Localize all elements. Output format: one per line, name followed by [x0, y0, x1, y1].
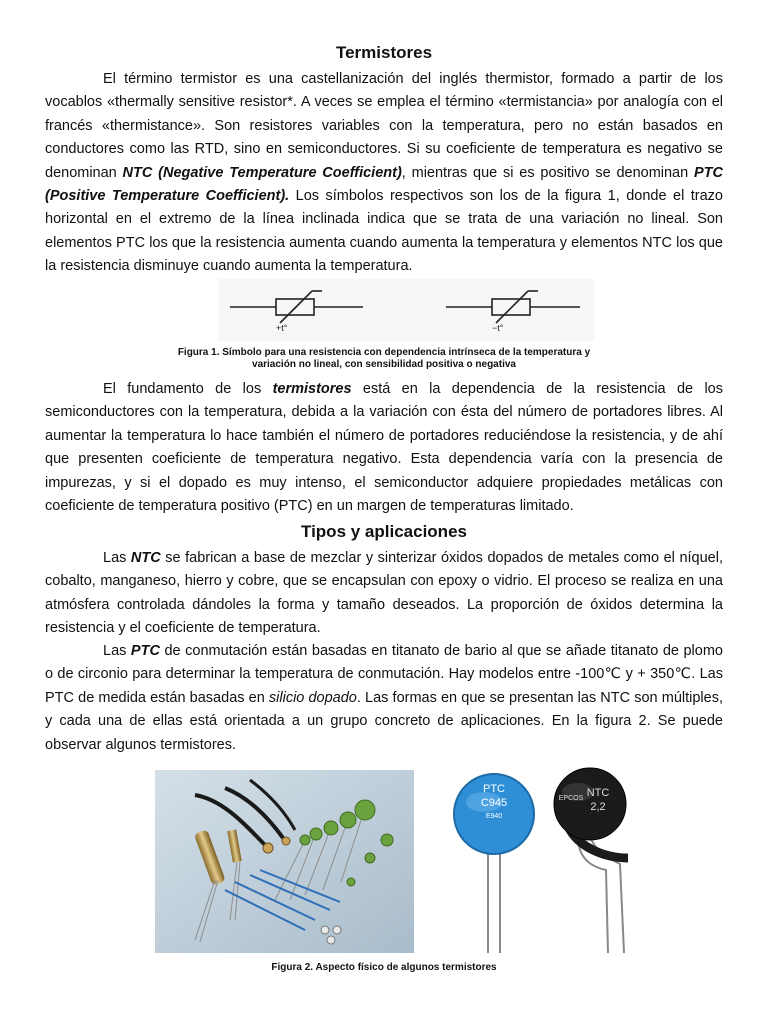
ptc-ntc-image — [438, 766, 650, 953]
caption-line: Figura 1. Símbolo para una resistencia con dependencia intrínseca de la temperatura y — [177, 347, 591, 358]
ptc-marking-2: C945 — [480, 797, 508, 809]
ptc-marking-3: E940 — [485, 813, 503, 820]
para-text: está en la dependencia de la resistencia de los semiconductores con la temperatura, debida a la variación con ésta del número de portadores libres. Al aumentar la temperatura lo hace también el número de portadores reduciéndose la resistencia, y de ahí que presenten coeficiente de temperatura negativo. Esta dependencia varía con la presencia de impurezas, y si el dopado es muy intenso, el semiconductor adquiere propiedades metálicas con coeficiente de temperatura positivo (PTC) en un margen de temperaturas limitado. — [45, 381, 723, 515]
ntc-term: NTC — [130, 550, 161, 566]
ntc-marking-1: NTC — [586, 787, 610, 799]
paragraph-fundamento — [45, 378, 723, 518]
silicio-term: silicio dopado — [268, 689, 357, 706]
paragraph-ptc — [45, 640, 723, 757]
para-text: . Las formas en que se presentan las NTC son múltiples, y cada una de ellas está orientada a un grupo concreto de aplicaciones. En la figura 2. Se puede observar algunos termistores. — [45, 689, 723, 753]
ptc-symbol-label: +t° — [276, 323, 288, 333]
paragraph-intro — [45, 68, 723, 279]
figure-1-symbols — [218, 279, 594, 341]
ntc-symbol-label: −t° — [492, 323, 504, 333]
ntc-term: NTC (Negative Temperature Coefficient) — [122, 164, 402, 181]
paragraph-ntc — [45, 547, 723, 641]
ntc-brand-marking: EPCOS — [558, 795, 584, 802]
ptc-term: PTC (Positive Temperature Coefficient). — [45, 164, 723, 205]
page-title: Termistores — [335, 43, 433, 62]
para-text: Las — [103, 550, 131, 566]
para-text: Los símbolos respectivos son los de la figura 1, donde el trazo horizontal en el extremo de la línea inclinada indica que se trata de una variación no lineal. Son elementos PTC los que la resistencia aumenta cuando aumenta la temperatura y elementos NTC los que la resistencia disminuye cuando aumenta la temperatura. — [45, 188, 723, 275]
thermistor-symbols-diagram — [218, 279, 594, 341]
para-text: El fundamento de los — [103, 381, 273, 397]
ptc-term: PTC — [130, 643, 160, 659]
ptc-ntc-photo — [438, 766, 650, 953]
figure-2-caption: Figura 2. Aspecto físico de algunos termistores — [271, 962, 497, 973]
para-text: de conmutación están basadas en titanato de bario al que se añade titanato de plomo o de circonio para determinar la temperatura de conmutación. Hay modelos entre -100℃ y + 350℃. Las PTC de medida están basadas en — [45, 643, 723, 706]
figure-1-caption — [0, 347, 768, 371]
section-heading-tipos: Tipos y aplicaciones — [301, 522, 467, 541]
thermistor-assortment-photo — [155, 770, 414, 953]
thermistor-assortment-image — [155, 770, 414, 953]
para-text: Las — [103, 643, 131, 659]
para-text: , mientras que si es positivo se denominan — [401, 164, 694, 181]
ntc-marking-2: 2,2 — [590, 801, 606, 813]
para-text: El término termistor es una castellanización del inglés thermistor, formado a partir de los vocablos «thermally sensitive resistor*. A veces se emplea el término «termistancia» por analogía con el francés «thermistance». Son resistores variables con la temperatura, pero no están basados en conductores como las RTD, sino en semiconductores. Si su coeficiente de temperatura es negativo se denominan — [45, 71, 723, 181]
caption-line: variación no lineal, con sensibilidad positiva o negativa — [252, 359, 516, 370]
ptc-marking-1: PTC — [483, 783, 505, 795]
para-text: se fabrican a base de mezclar y sinterizar óxidos dopados de metales como el níquel, cobalto, manganeso, hierro y cobre, que se encapsulan con epoxy o vidrio. El proceso se realiza en una atmósfera controlada dándoles la forma y tamaño deseados. La proporción de óxidos determina la resistencia y el coeficiente de temperatura. — [45, 550, 723, 637]
termistores-term: termistores — [272, 381, 352, 397]
